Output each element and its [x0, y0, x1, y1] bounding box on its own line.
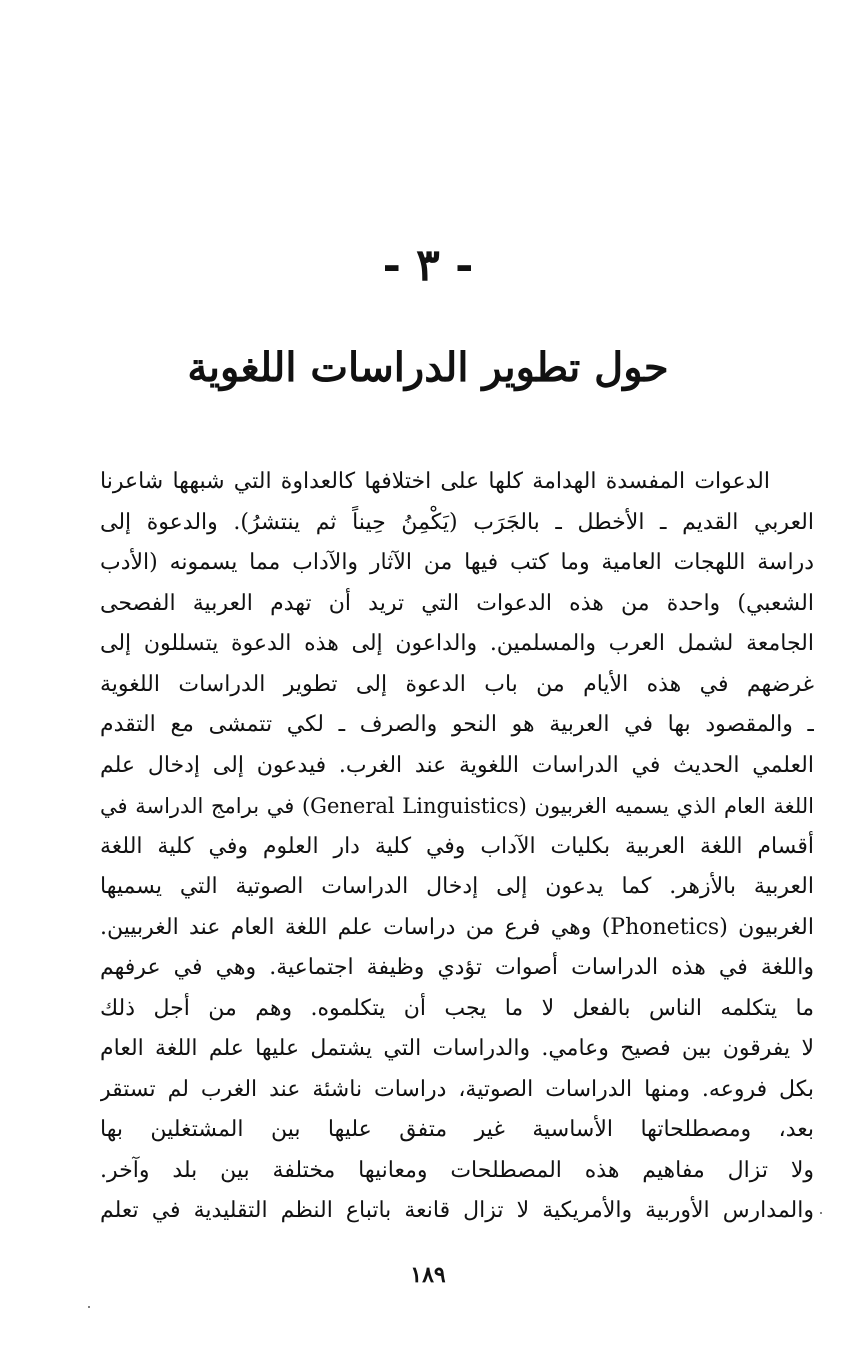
chapter-number: - ٣ - [382, 240, 474, 291]
text-line: الغربيون (Phonetics) وهي فرع من دراسات علم اللغة العام عند الغربيين. [100, 914, 814, 940]
text-line: ما يتكلمه الناس بالفعل لا ما يجب أن يتكلموه. وهم من أجل ذلك [100, 995, 814, 1021]
text-line: اللغة العام الذي يسميه الغربيون (General Linguistics) في برامج الدراسة في [100, 794, 814, 818]
text-line: بكل فروعه. ومنها الدراسات الصوتية، دراسات ناشئة عند الغرب لم تستقر [100, 1076, 814, 1102]
text-line: العربية بالأزهر. كما يدعون إلى إدخال الدراسات الصوتية التي يسميها [100, 874, 814, 899]
text-line: أقسام اللغة العربية بكليات الآداب وفي كلية دار العلوم وفي كلية اللغة [100, 833, 814, 859]
text-line: العلمي الحديث في الدراسات اللغوية عند الغرب. فيدعون إلى إدخال علم [100, 752, 814, 778]
text-line: غرضهم في هذه الأيام من باب الدعوة إلى تطوير الدراسات اللغوية [100, 671, 814, 697]
scan-speck [88, 1306, 90, 1308]
page-number: ١٨٩ [410, 1262, 446, 1288]
chapter-title: حول تطوير الدراسات اللغوية [187, 344, 669, 391]
text-line: ـ والمقصود بها في العربية هو النحو والصرف ـ لكي تتمشى مع التقدم [100, 712, 814, 737]
text-line: واللغة في هذه الدراسات أصوات تؤدي وظيفة اجتماعية. وهي في عرفهم [100, 955, 814, 980]
text-line: ولا تزال مفاهيم هذه المصطلحات ومعانيها مختلفة بين بلد وآخر. [100, 1157, 814, 1183]
scan-speck [820, 1212, 822, 1214]
body-paragraph [100, 462, 814, 1232]
text-line: لا يفرقون بين فصيح وعامي. والدراسات التي يشتمل عليها علم اللغة العام [100, 1036, 814, 1061]
text-line: بعد، ومصطلحاتها الأساسية غير متفق عليها بين المشتغلين بها [100, 1117, 814, 1142]
text-line: العربي القديم ـ الأخطل ـ بالجَرَب (يَكْمِنُ حِيناً ثم ينتشرُ). والدعوة إلى [100, 509, 814, 535]
text-line: والمدارس الأوربية والأمريكية لا تزال قانعة باتباع النظم التقليدية في تعلم [100, 1198, 814, 1223]
text-line: الدعوات المفسدة الهدامة كلها على اختلافها كالعداوة التي شبهها شاعرنا [100, 469, 770, 494]
text-line: الشعبي) واحدة من هذه الدعوات التي تريد أن تهدم العربية الفصحى [100, 590, 814, 616]
text-line: دراسة اللهجات العامية وما كتب فيها من الآثار والآداب مما يسمونه (الأدب [100, 550, 814, 575]
text-line: الجامعة لشمل العرب والمسلمين. والداعون إلى هذه الدعوة يتسللون إلى [100, 631, 814, 656]
